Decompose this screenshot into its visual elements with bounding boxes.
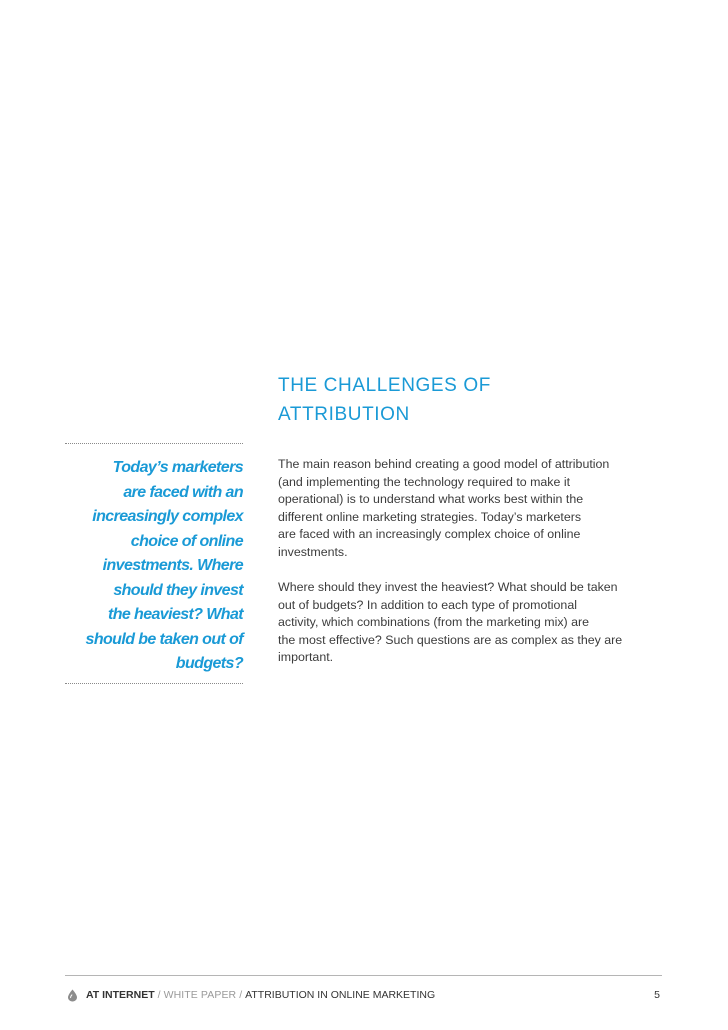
body-line: different online marketing strategies. Today’s marketers xyxy=(278,509,582,524)
footer-divider xyxy=(65,975,662,976)
footer-doc-type: WHITE PAPER xyxy=(163,989,237,1001)
body-paragraph-2 xyxy=(278,579,663,667)
pull-quote-line: the heaviest? What xyxy=(107,606,243,623)
pull-quote-line: investments. Where xyxy=(102,557,243,574)
pull-quote-line: budgets? xyxy=(175,655,243,672)
footer-doc-title: ATTRIBUTION IN ONLINE MARKETING xyxy=(245,989,436,1001)
footer-brand: AT INTERNET xyxy=(86,989,155,1001)
body-line: are faced with an increasingly complex choice of online xyxy=(278,527,581,541)
body-text xyxy=(278,456,663,685)
pull-quote-line: Today’s marketers xyxy=(112,459,243,476)
pull-quote-top-divider xyxy=(65,443,243,444)
body-line: the most effective? Such questions are as complex as they are xyxy=(278,632,623,647)
footer-separator: / xyxy=(239,989,243,1001)
body-line: activity, which combinations (from the marketing mix) are xyxy=(278,615,590,629)
page-number: 5 xyxy=(654,989,660,1001)
pull-quote xyxy=(60,456,243,677)
body-line: The main reason behind creating a good model of attribution xyxy=(278,457,610,471)
section-title-line-1: THE CHALLENGES OF xyxy=(278,375,491,396)
section-title xyxy=(278,371,658,429)
section-title-line-2: ATTRIBUTION xyxy=(278,404,410,425)
pull-quote-line: should be taken out of xyxy=(85,630,243,648)
pull-quote-line: should they invest xyxy=(113,581,243,599)
body-line: investments. xyxy=(278,544,348,559)
pull-quote-bottom-divider xyxy=(65,683,243,684)
footer-separator: / xyxy=(157,989,161,1001)
pull-quote-line: are faced with an xyxy=(123,483,243,501)
droplet-icon xyxy=(65,988,79,1002)
body-line: (and implementing the technology required to make it xyxy=(278,474,571,489)
body-line: out of budgets? In addition to each type of promotional xyxy=(278,597,577,612)
body-paragraph-1 xyxy=(278,456,663,561)
body-line: important. xyxy=(278,650,334,664)
body-line: operational) is to understand what works best within the xyxy=(278,492,584,506)
body-line: Where should they invest the heaviest? What should be taken xyxy=(278,580,618,594)
pull-quote-line: increasingly complex xyxy=(92,508,243,525)
page-footer xyxy=(65,985,662,1005)
pull-quote-line: choice of online xyxy=(130,532,243,550)
